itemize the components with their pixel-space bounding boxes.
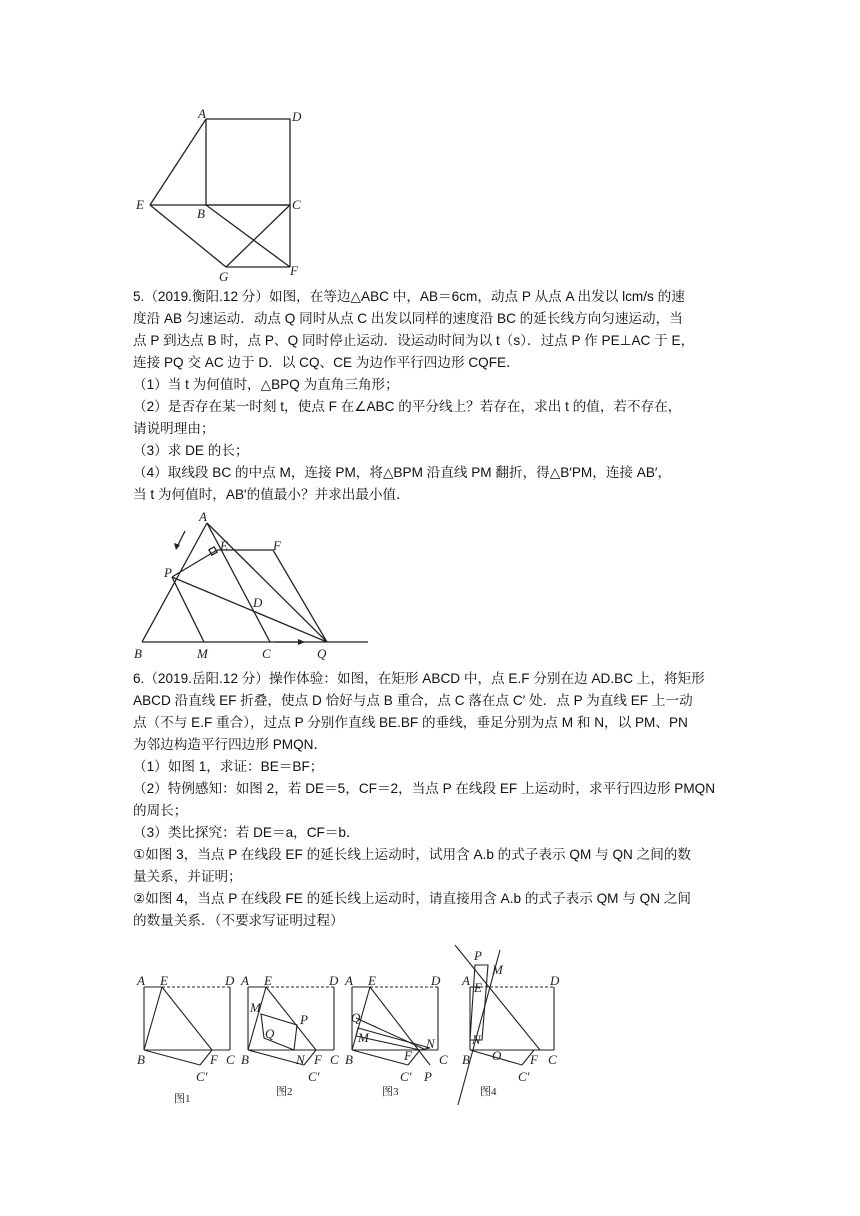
label-e: E bbox=[220, 538, 228, 553]
fig2-caption: 图2 bbox=[276, 1086, 293, 1098]
problem-5-line: （4）取线段 BC 的中点 M，连接 PM，将△BPM 沿直线 PM 翻折，得△B′PM，连接 AB′， bbox=[133, 465, 672, 480]
fig1-label-f: F bbox=[210, 1052, 218, 1067]
problem-5-line: 连接 PQ 交 AC 边于 D．以 CQ、CE 为边作平行四边形 CQFE． bbox=[133, 355, 520, 370]
fig3-label-c-prime: C′ bbox=[400, 1069, 412, 1084]
fig1-label-d: D bbox=[225, 973, 235, 988]
problem-6-line: 6.（2019.岳阳.12 分）操作体验：如图，在矩形 ABCD 中，点 E.F 分别在边 AD.BC 上，将矩形 bbox=[133, 671, 705, 686]
fig3-label-q: Q bbox=[351, 1010, 361, 1025]
label-a: A bbox=[198, 106, 206, 121]
fig4-label-c-prime: C′ bbox=[518, 1069, 530, 1084]
label-q: Q bbox=[317, 646, 327, 661]
label-m: M bbox=[197, 646, 208, 661]
fig4-label-b: B bbox=[462, 1052, 470, 1067]
fig2-label-p: P bbox=[300, 1012, 308, 1027]
fig3-label-c: C bbox=[439, 1052, 448, 1067]
fig3-label-f: F bbox=[404, 1048, 412, 1063]
fig3-caption: 图3 bbox=[382, 1086, 399, 1098]
problem-5-line: （2）是否存在某一时刻 t，使点 F 在∠ABC 的平分线上？若存在，求出 t 的值，若不存在， bbox=[133, 399, 682, 414]
label-c: C bbox=[262, 646, 271, 661]
problem-6-line: ABCD 沿直线 EF 折叠，使点 D 恰好与点 B 重合，点 C 落在点 C′ 处．点 P 为直线 EF 上一动 bbox=[133, 693, 693, 708]
fig4-label-c: C bbox=[548, 1052, 557, 1067]
fig4-label-m: M bbox=[492, 962, 503, 977]
fig2-label-c: C bbox=[330, 1052, 339, 1067]
label-b: B bbox=[134, 646, 142, 661]
label-d: D bbox=[253, 595, 263, 610]
label-c: C bbox=[292, 197, 301, 212]
figure-equilateral-triangle bbox=[128, 508, 373, 665]
figure-4 bbox=[455, 945, 554, 1105]
problem-6-line: 的数量关系．（不要求写证明过程） bbox=[133, 913, 344, 928]
problem-6-line: （2）特例感知：如图 2，若 DE＝5，CF＝2，当点 P 在线段 EF 上运动时，求平行四边形 PMQN bbox=[133, 781, 716, 796]
fig3-label-b: B bbox=[345, 1052, 353, 1067]
problem-6-text bbox=[133, 668, 733, 932]
fig1-label-c: C bbox=[226, 1052, 235, 1067]
figure-3 bbox=[352, 987, 438, 1065]
fig2-label-q: Q bbox=[265, 1026, 275, 1041]
problem-6-line: 量关系，并证明； bbox=[133, 869, 242, 884]
problem-5-line: 当 t 为何值时，AB'的值最小？并求出最小值． bbox=[133, 487, 410, 502]
fig2-label-m: M bbox=[250, 1000, 261, 1015]
fig2-label-n: N bbox=[296, 1052, 305, 1067]
problem-6-line: （1）如图 1，求证：BE＝BF； bbox=[133, 759, 324, 774]
problem-5-line: 请说明理由； bbox=[133, 421, 215, 436]
fig1-label-a: A bbox=[137, 973, 145, 988]
problem-6-line: 的周长； bbox=[133, 803, 188, 818]
problem-5-text bbox=[133, 286, 733, 506]
label-a: A bbox=[199, 509, 207, 524]
fig2-label-c-prime: C′ bbox=[308, 1069, 320, 1084]
problem-5-line: 5.（2019.衡阳.12 分）如图，在等边△ABC 中，AB＝6cm，动点 P 从点 A 出发以 lcm/s 的速 bbox=[133, 289, 685, 304]
fig3-label-a: A bbox=[345, 973, 353, 988]
fig3-label-e: E bbox=[368, 973, 376, 988]
fig4-label-d: D bbox=[550, 973, 560, 988]
fig4-label-o: O bbox=[492, 1048, 502, 1063]
label-p: P bbox=[164, 565, 172, 580]
fig4-label-p: P bbox=[474, 948, 482, 963]
fig1-label-b: B bbox=[137, 1052, 145, 1067]
fig4-caption: 图4 bbox=[480, 1086, 497, 1098]
fig2-label-e: E bbox=[264, 973, 272, 988]
problem-6-line: ①如图 3，当点 P 在线段 EF 的延长线上运动时，试用含 A.b 的式子表示 QM 与 QN 之间的数 bbox=[133, 847, 691, 862]
label-f: F bbox=[290, 263, 298, 278]
fig2-label-b: B bbox=[241, 1052, 249, 1067]
fig4-label-f: F bbox=[530, 1052, 538, 1067]
figure-square-adcb bbox=[130, 105, 320, 285]
problem-6-line: 为邻边构造平行四边形 PMQN． bbox=[133, 737, 328, 752]
problem-6-line: 点（不与 E.F 重合），过点 P 分别作直线 BE.BF 的垂线，垂足分别为点 M 和 N，以 PM、PN bbox=[133, 715, 688, 730]
problem-5-line: 度沿 AB 匀速运动．动点 Q 同时从点 C 出发以同样的速度沿 BC 的延长线方向匀速运动，当 bbox=[133, 311, 683, 326]
fig1-label-c-prime: C′ bbox=[196, 1069, 208, 1084]
fig3-label-m: M bbox=[358, 1030, 369, 1045]
fig3-label-p: P bbox=[424, 1069, 432, 1084]
fig4-label-e: E bbox=[474, 980, 482, 995]
fig3-label-d: D bbox=[431, 973, 441, 988]
fig1-label-e: E bbox=[160, 973, 168, 988]
label-g: G bbox=[219, 269, 229, 284]
problem-5-line: 点 P 到达点 B 时，点 P、Q 同时停止运动．设运动时间为以 t（s）．过点 P 作 PE⊥AC 于 E， bbox=[133, 333, 695, 348]
fig2-label-f: F bbox=[314, 1052, 322, 1067]
fig4-label-n: N bbox=[472, 1032, 481, 1047]
fig4-label-a: A bbox=[462, 973, 470, 988]
problem-5-line: （1）当 t 为何值时，△BPQ 为直角三角形； bbox=[133, 377, 399, 392]
label-b: B bbox=[197, 206, 205, 221]
label-d: D bbox=[292, 109, 302, 124]
problem-5-line: （3）求 DE 的长； bbox=[133, 443, 249, 458]
problem-6-line: ②如图 4，当点 P 在线段 FE 的延长线上运动时，请直接用含 A.b 的式子表示 QM 与 QN 之间 bbox=[133, 891, 691, 906]
figure-row-fold-rectangles bbox=[130, 940, 570, 1110]
fig1-caption: 图1 bbox=[174, 1093, 191, 1105]
fig2-label-a: A bbox=[241, 973, 249, 988]
problem-6-line: （3）类比探究：若 DE＝a，CF＝b． bbox=[133, 825, 360, 840]
label-e: E bbox=[136, 197, 144, 212]
fig3-label-n: N bbox=[426, 1036, 435, 1051]
fig2-label-d: D bbox=[329, 973, 339, 988]
label-f: F bbox=[273, 538, 281, 553]
